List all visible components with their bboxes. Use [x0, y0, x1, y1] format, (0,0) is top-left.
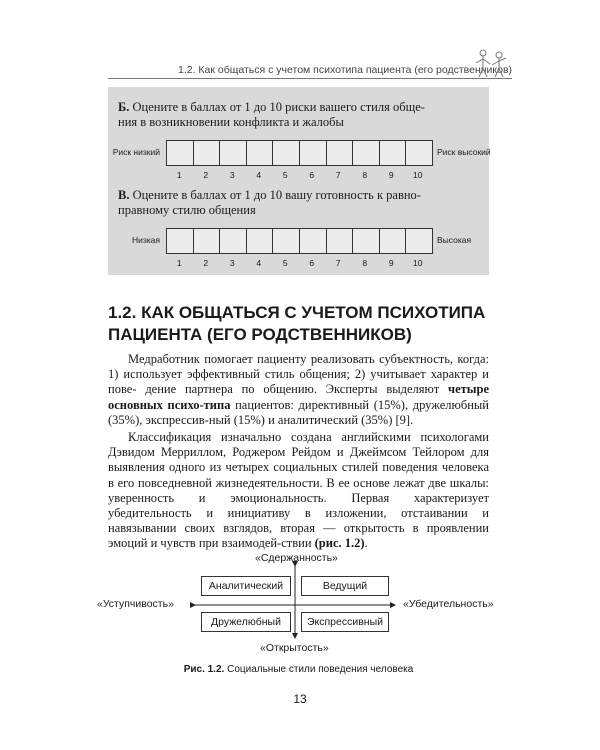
question-v-letter: В.: [118, 188, 130, 202]
scale-number: 7: [335, 258, 341, 268]
scale-number: 8: [362, 258, 368, 268]
paragraph-2: [108, 430, 489, 552]
quadrant-analytical: Аналитический: [201, 576, 291, 596]
question-v-line2: правному стилю общения: [118, 203, 256, 217]
section-title: [108, 302, 498, 346]
scale-number: 7: [335, 170, 341, 180]
p2-line7: вторая — открытость в проявлении эмоций и чувств при взаимодей-: [108, 521, 489, 551]
p2-line3: выявления одного из четырех социальных стилей поведения человека: [108, 460, 489, 475]
p2-line2: Дэвидом Мерриллом, Роджером Рейдом и Джеймсом Тейлором для: [108, 445, 489, 460]
header-figures-icon: [472, 44, 512, 84]
scale-number: 10: [413, 170, 423, 180]
scale-number: 9: [388, 170, 394, 180]
p1-line1: Медработник помогает пациенту реализовать субъектность, когда:: [128, 352, 489, 366]
running-header: 1.2. Как общаться с учетом психотипа пациента (его родственников): [178, 64, 513, 76]
section-title-line1: 1.2. КАК ОБЩАТЬСЯ С УЧЕТОМ ПСИХОТИПА: [108, 303, 486, 322]
scale-number: 5: [282, 170, 288, 180]
scale-number: 3: [229, 258, 235, 268]
scale-number: 9: [388, 258, 394, 268]
figure-caption: [108, 664, 489, 675]
caption-label: Рис. 1.2.: [183, 664, 225, 675]
question-b-line2: ния в возникновении конфликта и жалобы: [118, 115, 344, 129]
quadrant-leading: Ведущий: [301, 576, 389, 596]
scale-number: 5: [282, 258, 288, 268]
scale-number: 6: [309, 170, 315, 180]
p2-line8: ствии: [281, 536, 312, 551]
question-b: [118, 100, 448, 130]
scale-b[interactable]: [166, 140, 433, 166]
p1-bold2: типа: [203, 397, 231, 412]
scale-number: 8: [362, 170, 368, 180]
p1-bold: четыре основных психо-: [108, 382, 490, 412]
p1-line4: пациентов: директивный (15%), дружелюбный (35%), экспрессив-: [108, 397, 489, 427]
header-rule: [108, 78, 512, 79]
scale-number: 1: [176, 258, 182, 268]
scale-b-numbers: [166, 170, 431, 180]
scale-number: 4: [256, 258, 262, 268]
social-styles-diagram: [95, 552, 505, 662]
scale-number: 4: [256, 170, 262, 180]
p2-line6: и инициативу в изложении, отстаивании и навязывании своих взглядов,: [108, 506, 489, 536]
paragraph-1: [108, 352, 489, 428]
question-v: [118, 188, 448, 218]
scale-b-left-label: Риск низкий: [112, 147, 160, 157]
p2-line5: уверенность и эмоциональность. Первая характеризует убедительность: [108, 490, 489, 521]
scale-v[interactable]: [166, 228, 433, 254]
scale-number: 1: [176, 170, 182, 180]
axis-label-left: «Уступчивость»: [97, 598, 174, 610]
scale-number: 2: [203, 258, 209, 268]
quadrant-friendly: Дружелюбный: [201, 612, 291, 632]
scale-number: 6: [309, 258, 315, 268]
p2-end: .: [364, 536, 368, 551]
question-v-line1: Оцените в баллах от 1 до 10 вашу готовность к равно-: [132, 188, 421, 202]
question-b-letter: Б.: [118, 100, 130, 114]
p2-figure-reference: (рис. 1.2): [314, 536, 365, 551]
scale-b-right-label: Риск высокий: [437, 147, 491, 157]
scale-v-numbers: [166, 258, 431, 268]
page-number: 13: [293, 692, 307, 706]
quadrant-expressive: Экспрессивный: [301, 612, 389, 632]
p1-line5: ный (15%) и аналитический (35%) [9].: [208, 412, 414, 427]
scale-number: 2: [203, 170, 209, 180]
scale-number: 10: [413, 258, 423, 268]
p2-line1: Классификация изначально создана английскими психологами: [128, 430, 489, 444]
scale-v-left-label: Низкая: [131, 235, 160, 245]
section-title-line2: ПАЦИЕНТА (ЕГО РОДСТВЕННИКОВ): [108, 325, 412, 344]
p2-line4: в его повседневной жизнедеятельности. В ее основе лежат две шкалы:: [108, 475, 489, 490]
scale-v-right-label: Высокая: [437, 235, 472, 245]
axis-label-bottom: «Открытость»: [260, 642, 329, 654]
question-b-line1: Оцените в баллах от 1 до 10 риски вашего стиля обще-: [132, 100, 425, 114]
axis-label-right: «Убедительность»: [403, 598, 494, 610]
caption-text: Социальные стили поведения человека: [227, 664, 414, 675]
p1-line2: 1) использует эффективный стиль общения; 2) учитывает характер и пове-: [108, 367, 489, 397]
axis-label-top: «Сдержанность»: [255, 552, 338, 564]
p1-line3: дение партнера по общению. Эксперты выделяют: [145, 382, 440, 397]
scale-number: 3: [229, 170, 235, 180]
